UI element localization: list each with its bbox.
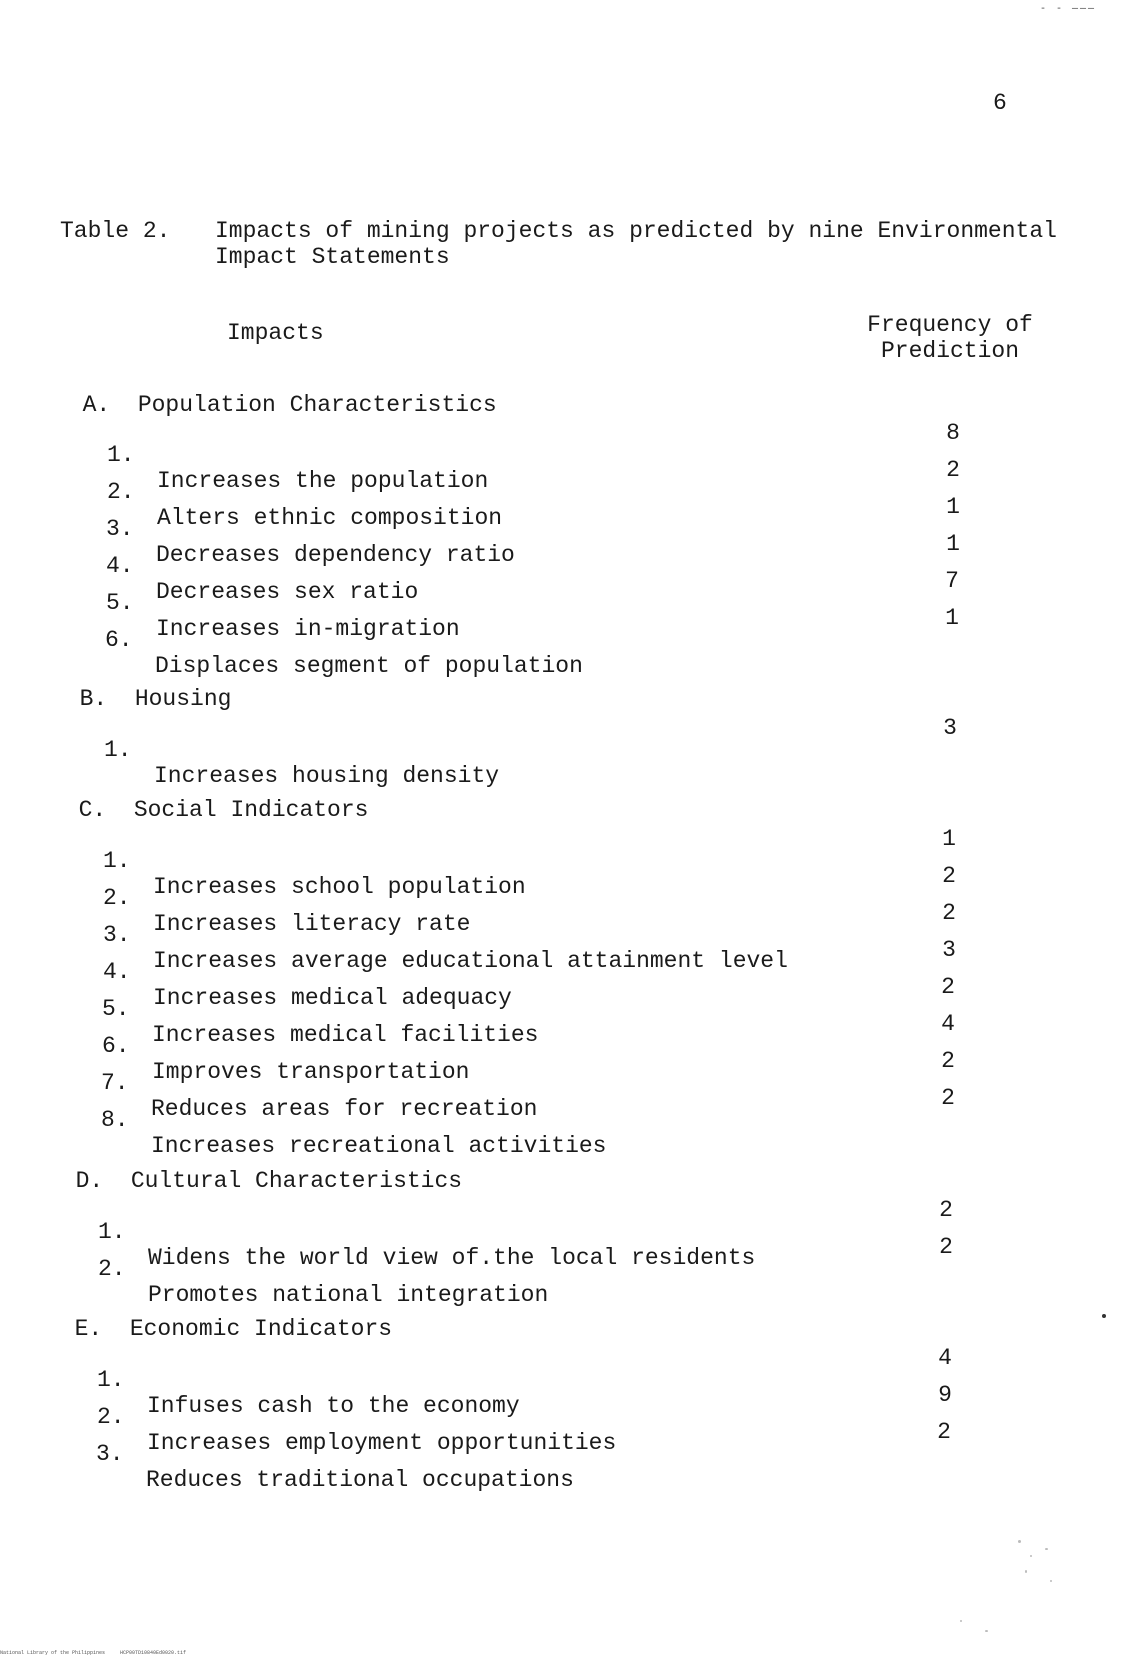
item-text: Displaces segment of population [155,653,583,679]
section-letter: D. [75,1168,104,1194]
table-row [107,416,489,494]
item-text: Increases medical facilities [152,1022,539,1048]
frequency-value: 1 [942,826,956,852]
item-number: 8. [101,1107,129,1133]
frequency-value: 2 [941,974,955,1000]
frequency-value: 2 [946,457,960,483]
scan-speck [1102,1314,1106,1318]
item-text: Increases the population [157,468,489,494]
section-letter: E. [74,1316,103,1342]
item-number: 3. [106,516,134,542]
table-label: Table 2. [60,218,171,244]
scan-footer [0,1650,186,1656]
frequency-value: 7 [945,568,959,594]
table-row [98,1193,756,1271]
item-text: Increases employment opportunities [147,1430,617,1456]
frequency-value: 2 [942,900,956,926]
item-number: 7. [101,1070,129,1096]
frequency-value: 1 [946,531,960,557]
scan-speck [1018,1540,1021,1543]
item-number: 3. [103,922,131,948]
item-text: Promotes national integration [148,1282,549,1308]
section-title: Housing [134,686,232,712]
frequency-value: 2 [937,1419,951,1445]
frequency-value: 1 [945,605,959,631]
item-text: Reduces traditional occupations [146,1467,574,1493]
impacts-column-header: Impacts [227,320,324,346]
item-number: 5. [106,590,134,616]
section-letter: C. [78,797,107,823]
item-number: 4. [106,553,134,579]
section-title: Population Characteristics [137,392,497,418]
frequency-value: 3 [942,937,956,963]
frequency-value: 2 [941,1048,955,1074]
section-title: Economic Indicators [129,1316,393,1342]
section-e-heading [47,1290,392,1342]
section-title: Social Indicators [133,797,369,823]
item-number: 2. [97,1404,125,1430]
frequency-value: 2 [939,1234,953,1260]
file-id: HCP00TD10840Ed0020.tif [120,1650,187,1656]
section-b-heading [52,660,231,712]
item-number: 5. [102,996,130,1022]
item-text: Decreases sex ratio [156,579,419,605]
section-a-heading [55,366,497,418]
scan-speck [1030,1555,1032,1557]
scan-speck [985,1630,988,1632]
item-text: Alters ethnic composition [157,505,503,531]
item-text: Improves transportation [152,1059,470,1085]
section-letter: B. [79,686,108,712]
scan-artifact: - - ——— [1040,4,1097,15]
item-text: Increases recreational activities [151,1133,607,1159]
item-text: Increases housing density [154,763,500,789]
table-row [103,822,526,900]
frequency-value: 4 [941,1011,955,1037]
section-d-heading [48,1142,462,1194]
frequency-value: 3 [943,715,957,741]
item-number: 1. [97,1367,125,1393]
item-number: 1. [98,1219,126,1245]
item-text: Reduces areas for recreation [151,1096,538,1122]
section-title: Cultural Characteristics [130,1168,463,1194]
item-number: 6. [102,1033,130,1059]
item-number: 2. [103,885,131,911]
frequency-value: 2 [941,1085,955,1111]
item-number: 2. [98,1256,126,1282]
section-c-heading [51,771,368,823]
section-letter: A. [82,392,111,418]
item-text: Increases medical adequacy [153,985,512,1011]
frequency-value: 8 [946,420,960,446]
library-credit: National Library of the Philippines [0,1650,106,1656]
item-number: 2. [107,479,135,505]
scan-speck [960,1620,962,1622]
item-text: Decreases dependency ratio [156,542,515,568]
frequency-value: 2 [942,863,956,889]
item-number: 3. [96,1441,124,1467]
frequency-value: 4 [938,1345,952,1371]
scan-speck [1025,1570,1027,1573]
item-text: Increases in-migration [156,616,460,642]
item-text: Widens the world view of.the local residents [148,1245,756,1271]
item-number: 1. [104,737,132,763]
frequency-value: 9 [938,1382,952,1408]
frequency-value: 1 [946,494,960,520]
item-text: Increases literacy rate [153,911,471,937]
item-number: 4. [103,959,131,985]
frequency-value: 2 [939,1197,953,1223]
item-number: 1. [107,442,135,468]
scan-speck [1045,1548,1048,1550]
item-text: Increases average educational attainment level [153,948,788,974]
item-text: Increases school population [153,874,526,900]
scan-speck [1050,1580,1052,1582]
item-number: 6. [105,627,133,653]
table-row [97,1341,520,1419]
table-row [104,711,500,789]
table-title: Impacts of mining projects as predicted by nine Environmental Impact Statements [215,218,1057,270]
item-number: 1. [103,848,131,874]
frequency-column-header: Frequency of Prediction [867,312,1033,364]
item-text: Infuses cash to the economy [147,1393,520,1419]
page-number: 6 [993,90,1007,116]
